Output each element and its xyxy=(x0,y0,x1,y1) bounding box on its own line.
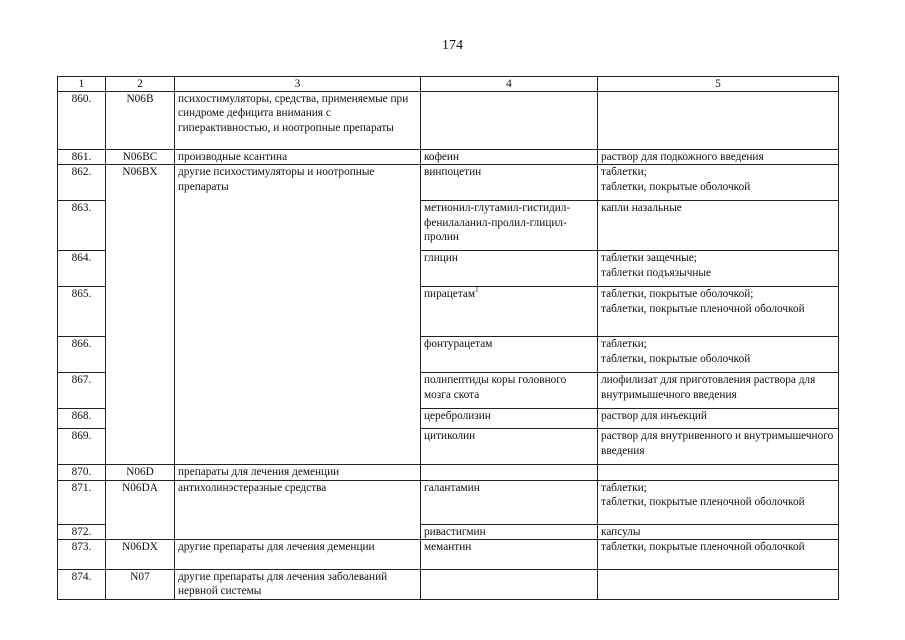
drug-name-text: пирацетам xyxy=(424,288,476,301)
header-row xyxy=(58,77,839,92)
table-row xyxy=(58,92,839,150)
row-number: 861. xyxy=(58,150,106,165)
atc-code: N06BX xyxy=(106,165,175,465)
header-col-3: 3 xyxy=(175,77,421,92)
drug-name: ривастигмин xyxy=(421,524,598,539)
atc-code: N06DX xyxy=(106,539,175,569)
drug-name: галантамин xyxy=(421,480,598,524)
drug-name: метионил-глутамил-гистидил-фенилаланил-пролил-глицил-пролин xyxy=(421,201,598,251)
dosage-form: таблетки, покрытые оболочкой xyxy=(601,352,751,365)
header-col-5: 5 xyxy=(598,77,839,92)
dosage-forms xyxy=(598,92,839,150)
dosage-forms: капсулы xyxy=(598,524,839,539)
row-number: 869. xyxy=(58,429,106,465)
pharmacological-group: другие препараты для лечения заболеваний нервной системы xyxy=(175,569,421,599)
drug-name xyxy=(421,287,598,337)
pharmacological-group: другие психостимуляторы и ноотропные препараты xyxy=(175,165,421,465)
drug-name: винпоцетин xyxy=(421,165,598,201)
drug-name: кофеин xyxy=(421,150,598,165)
dosage-forms xyxy=(598,465,839,480)
drug-name: фонтурацетам xyxy=(421,337,598,373)
drug-name: цитиколин xyxy=(421,429,598,465)
drug-name: полипептиды коры головного мозга скота xyxy=(421,373,598,409)
atc-code: N06D xyxy=(106,465,175,480)
dosage-forms: лиофилизат для приготовления раствора для внутримышечного введения xyxy=(598,373,839,409)
drug-name xyxy=(421,569,598,599)
dosage-forms: капли назальные xyxy=(598,201,839,251)
row-number: 863. xyxy=(58,201,106,251)
dosage-form: таблетки; xyxy=(601,166,647,179)
row-number: 864. xyxy=(58,251,106,287)
header-col-4: 4 xyxy=(421,77,598,92)
row-number: 868. xyxy=(58,409,106,429)
dosage-forms xyxy=(598,569,839,599)
row-number: 870. xyxy=(58,465,106,480)
pharmacological-group: антихолинэстеразные средства xyxy=(175,480,421,539)
row-number: 871. xyxy=(58,480,106,524)
header-col-2: 2 xyxy=(106,77,175,92)
header-col-1: 1 xyxy=(58,77,106,92)
dosage-forms: раствор для внутривенного и внутримышечного введения xyxy=(598,429,839,465)
row-number: 865. xyxy=(58,287,106,337)
dosage-form: таблетки, покрытые пленочной оболочкой xyxy=(601,495,805,508)
table-row xyxy=(58,539,839,569)
row-number: 866. xyxy=(58,337,106,373)
dosage-forms xyxy=(598,165,839,201)
table-row xyxy=(58,150,839,165)
row-number: 872. xyxy=(58,524,106,539)
footnote-mark: 1 xyxy=(475,286,479,295)
page-number: 174 xyxy=(442,38,463,53)
dosage-form: таблетки, покрытые пленочной оболочкой xyxy=(601,302,805,315)
dosage-forms xyxy=(598,251,839,287)
dosage-form: таблетки, покрытые оболочкой; xyxy=(601,288,754,301)
dosage-forms xyxy=(598,337,839,373)
row-number: 874. xyxy=(58,569,106,599)
row-number: 860. xyxy=(58,92,106,150)
row-number: 862. xyxy=(58,165,106,201)
atc-code: N06BC xyxy=(106,150,175,165)
dosage-forms xyxy=(598,480,839,524)
drug-name xyxy=(421,92,598,150)
dosage-form: таблетки; xyxy=(601,481,647,494)
drug-name xyxy=(421,465,598,480)
dosage-forms: раствор для подкожного введения xyxy=(598,150,839,165)
pharmacological-group: психостимуляторы, средства, применяемые при синдроме дефицита внимания с гиперактивностью, и ноотропные препараты xyxy=(175,92,421,150)
dosage-form: таблетки подъязычные xyxy=(601,266,712,279)
drug-list-table xyxy=(57,76,839,600)
dosage-forms: таблетки, покрытые пленочной оболочкой xyxy=(598,539,839,569)
atc-code: N06DA xyxy=(106,480,175,539)
drug-name: церебролизин xyxy=(421,409,598,429)
table-row xyxy=(58,569,839,599)
pharmacological-group: производные ксантина xyxy=(175,150,421,165)
dosage-form: таблетки; xyxy=(601,338,647,351)
dosage-forms xyxy=(598,287,839,337)
dosage-form: таблетки защечные; xyxy=(601,252,697,265)
table-row xyxy=(58,465,839,480)
drug-name: глицин xyxy=(421,251,598,287)
dosage-form: таблетки, покрытые оболочкой xyxy=(601,180,751,193)
pharmacological-group: препараты для лечения деменции xyxy=(175,465,421,480)
row-number: 867. xyxy=(58,373,106,409)
table-row xyxy=(58,480,839,524)
pharmacological-group: другие препараты для лечения деменции xyxy=(175,539,421,569)
row-number: 873. xyxy=(58,539,106,569)
dosage-forms: раствор для инъекций xyxy=(598,409,839,429)
table-row xyxy=(58,165,839,201)
drug-name: мемантин xyxy=(421,539,598,569)
atc-code: N07 xyxy=(106,569,175,599)
atc-code: N06B xyxy=(106,92,175,150)
